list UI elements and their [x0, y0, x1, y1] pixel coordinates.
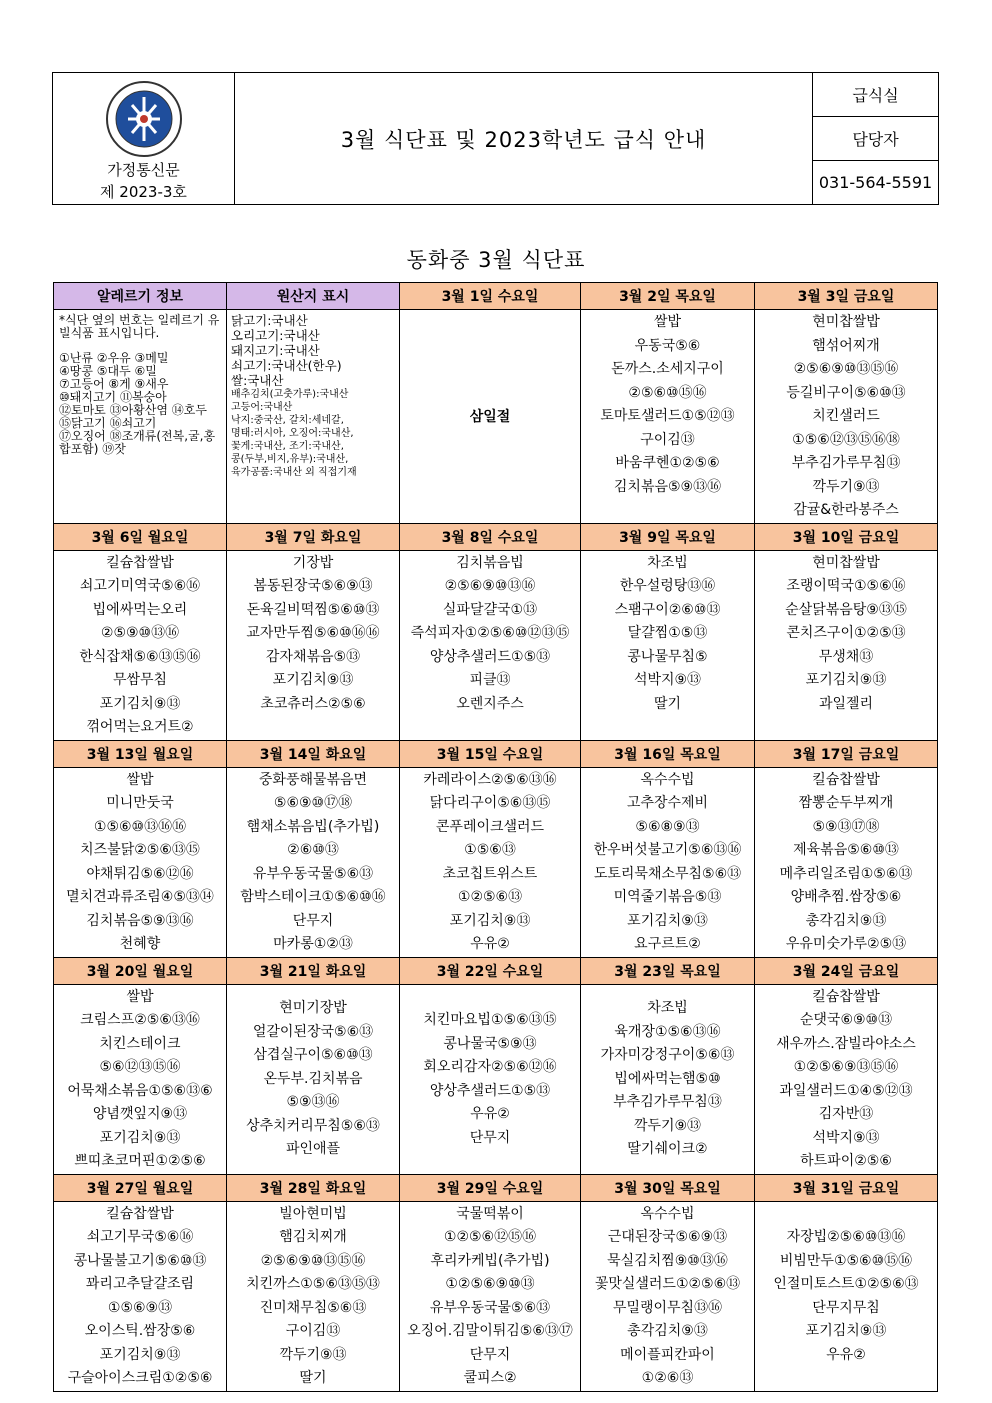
menu-item: 차조빕	[647, 1000, 688, 1017]
menu-item: 무쌈무침	[112, 672, 168, 688]
allergy-item: ⑦고등어 ⑧게 ⑨새우	[59, 377, 169, 391]
publication-name: 가정통신문	[107, 161, 180, 179]
menu-item: 콩나물무침⑤	[627, 648, 708, 665]
department: 급식실	[813, 73, 938, 117]
menu-item: 고추장수제비	[626, 795, 709, 811]
menu-item: 한식잡채⑤⑥⑬⑮⑯	[79, 648, 201, 665]
origin-info-cell	[227, 310, 400, 524]
menu-cell	[581, 550, 755, 740]
menu-item: 한우설렁탕⑬⑯	[619, 578, 716, 594]
menu-item: 어묵채소볶음①⑤⑥⑬⑥	[67, 1082, 213, 1099]
menu-item: 야채튀김⑤⑥⑫⑯	[86, 865, 194, 882]
holiday-cell: 삼일절	[400, 310, 581, 524]
menu-item: 킬슘찹쌀밥	[106, 554, 174, 571]
menu-item: 조랭이떡국①⑤⑥⑯	[786, 578, 906, 594]
menu-item: 우유②	[470, 1106, 510, 1122]
allergy-info-cell	[54, 310, 227, 524]
menu-item: 구슬아이스크림①②⑤⑥	[67, 1370, 213, 1386]
menu-item: 꽈리고추달걀조림	[85, 1276, 195, 1292]
issue-number: 제 2023-3호	[100, 183, 187, 201]
menu-item: 토마토샐러드①⑤⑫⑬	[600, 408, 735, 424]
menu-item: 깍두기⑨⑬	[633, 1117, 702, 1134]
menu-item: 쌀밥	[653, 314, 682, 330]
day-header: 3월 28일 화요일	[227, 1174, 400, 1201]
day-header: 3월 8일 수요일	[400, 523, 581, 550]
menu-cell	[755, 550, 938, 740]
menu-item: 국물떡볶이	[456, 1205, 524, 1222]
menu-cell	[54, 984, 227, 1174]
menu-item: 치킨까스①⑤⑥⑬⑮⑬	[246, 1276, 380, 1292]
menu-item: 미역줄기볶음⑤⑬	[613, 889, 722, 905]
publication-cell	[53, 73, 235, 204]
menu-item: 꺾어먹는요거트②	[86, 719, 194, 735]
menu-item: 중화풍해물볶음면	[258, 771, 368, 788]
menu-item: 킬슘찹쌀밥	[812, 988, 880, 1005]
menu-item: ⑤⑥⑨⑩⑰⑱	[273, 795, 353, 811]
menu-item: 천혜향	[119, 936, 161, 952]
allergy-item: ⑰오징어 ⑱조개류(전복,굴,홍합포함) ⑲잣	[59, 429, 216, 456]
menu-cell	[581, 984, 755, 1174]
menu-item: ①②⑥⑬	[641, 1370, 694, 1386]
menu-item: 인절미토스트①②⑤⑥⑬	[773, 1276, 919, 1292]
menu-item: 포기김치⑨⑬	[99, 1346, 181, 1363]
menu-item: 육개장①⑤⑥⑬⑯	[614, 1023, 721, 1040]
origin-item: 육가공품:국내산 외 직접기재	[231, 467, 357, 478]
day-header: 3월 22일 수요일	[400, 957, 581, 984]
menu-item: 콩나물국⑤⑨⑬	[443, 1035, 537, 1052]
day-header: 3월 9일 목요일	[581, 523, 755, 550]
menu-item: 순댓국⑥⑨⑩⑬	[799, 1012, 893, 1028]
origin-item: 돼지고기:국내산	[231, 343, 320, 358]
menu-item: 마카롱①②⑬	[273, 936, 353, 952]
menu-item: ②⑥⑩⑬	[287, 842, 339, 858]
menu-item: 포기김치⑨⑬	[449, 912, 531, 929]
menu-item: 회오리감자②⑤⑥⑫⑯	[423, 1059, 557, 1075]
menu-row	[54, 550, 938, 740]
menu-item: 포기김치⑨⑬	[627, 912, 708, 929]
menu-item: ②⑤⑥⑨⑩⑬⑮⑯	[793, 361, 899, 377]
menu-item: 옥수수빕	[640, 771, 695, 788]
origin-item: 쌀:국내산	[231, 373, 284, 388]
menu-item: 스팸구이②⑥⑩⑬	[614, 601, 721, 618]
menu-item: 우유②	[470, 936, 510, 952]
menu-item: 초코칩트위스트	[442, 865, 538, 882]
menu-item: 실파달걀국①⑬	[442, 601, 538, 618]
menu-item: 딸기쉐이크②	[627, 1141, 708, 1158]
allergy-item: ①난류 ②우유 ③메밀	[59, 351, 169, 365]
menu-item: 등길비구이⑤⑥⑩⑬	[786, 384, 906, 401]
menu-cell	[54, 550, 227, 740]
menu-row	[54, 310, 938, 524]
menu-item: 석박지⑨⑬	[633, 672, 702, 688]
menu-cell	[227, 1201, 400, 1391]
menu-cell	[400, 767, 581, 957]
menu-item: 딸기	[299, 1370, 327, 1386]
day-header: 3월 6일 월요일	[54, 523, 227, 550]
day-header: 3월 10일 금요일	[755, 523, 938, 550]
menu-item: 피클⑬	[469, 672, 511, 688]
menu-item: 포기김치⑨⑬	[805, 1323, 887, 1339]
menu-item: 메이플피칸파이	[620, 1346, 715, 1363]
menu-item: 석박지⑨⑬	[812, 1129, 880, 1146]
day-header-row	[54, 957, 938, 984]
origin-item: 고등어:국내산	[231, 402, 293, 413]
menu-item: 바움쿠헨①②⑤⑥	[615, 455, 720, 471]
menu-item: 쌀밥	[126, 771, 154, 788]
menu-item: 포기김치⑨⑬	[272, 672, 354, 688]
day-header: 3월 31일 금요일	[755, 1174, 938, 1201]
menu-item: 콩나물불고기⑤⑥⑩⑬	[73, 1252, 207, 1269]
menu-cell	[755, 1201, 938, 1391]
menu-item: 돈까스.소세지구이	[611, 361, 724, 377]
menu-item: 현미찹쌀밥	[812, 314, 880, 330]
menu-item: 양배추찜.쌈장⑤⑥	[790, 889, 902, 905]
menu-item: 차조빕	[647, 554, 688, 571]
menu-item: ①⑤⑥⑨⑬	[107, 1299, 173, 1316]
menu-item: 쇠고기미역국⑤⑥⑯	[79, 578, 201, 594]
menu-cell	[227, 767, 400, 957]
menu-item: 빌아현미빕	[279, 1205, 347, 1222]
menu-item: ①②⑤⑥⑬	[457, 889, 523, 905]
menu-item: 짬뽕순두부찌개	[798, 795, 894, 811]
menu-item: 오징어.김말이튀김⑤⑥⑬⑰	[407, 1323, 573, 1339]
menu-item: 유부우동국물⑤⑥⑬	[252, 865, 374, 882]
menu-item: 카레라이스②⑤⑥⑬⑯	[423, 771, 557, 788]
day-header-row	[54, 523, 938, 550]
menu-cell	[581, 310, 755, 524]
menu-item: 즉석피자①②⑤⑥⑩⑫⑬⑮	[410, 625, 570, 641]
day-header: 3월 14일 화요일	[227, 740, 400, 767]
day-header: 3월 23일 목요일	[581, 957, 755, 984]
header	[52, 72, 939, 205]
menu-item: 양념깻잎지⑨⑬	[92, 1106, 188, 1122]
day-header: 3월 20일 월요일	[54, 957, 227, 984]
menu-cell	[581, 767, 755, 957]
manager-label: 담당자	[813, 117, 938, 161]
origin-item: 명태:러시아, 오징어:국내산,	[231, 428, 354, 439]
menu-item: 우동국⑤⑥	[634, 337, 701, 354]
menu-item: 크림스프②⑤⑥⑬⑯	[80, 1012, 200, 1028]
menu-item: 옥수수빕	[640, 1205, 695, 1222]
origin-item: 닭고기:국내산	[231, 313, 308, 328]
notice-title: 3월 식단표 및 2023학년도 급식 안내	[235, 73, 813, 204]
menu-row	[54, 767, 938, 957]
menu-item: 오이스틱.쌈장⑤⑥	[84, 1323, 196, 1339]
menu-item: 치킨스테이크	[99, 1035, 181, 1052]
day-header: 3월 29일 수요일	[400, 1174, 581, 1201]
allergy-item: ⑩돼지고기 ⑪복숭아	[59, 390, 167, 404]
contact-cell	[813, 73, 938, 204]
menu-item: 콘치즈구이①②⑤⑬	[786, 625, 906, 641]
menu-item: 햄김치찌개	[279, 1229, 347, 1245]
menu-item: 돈육길비떡찜⑤⑥⑩⑬	[246, 601, 380, 618]
menu-item: ②⑤⑥⑨⑩⑬⑯	[444, 578, 536, 594]
origin-item: 낙지:중국산, 갈치:세네갈,	[231, 415, 344, 426]
menu-item: 하트파이②⑤⑥	[800, 1153, 892, 1169]
menu-item: 상추치커리무침⑤⑥⑬	[246, 1117, 380, 1134]
day-header-row	[54, 1174, 938, 1201]
menu-item: 메추리일조림①⑤⑥⑬	[779, 865, 913, 882]
menu-cell	[755, 767, 938, 957]
menu-row	[54, 1201, 938, 1391]
menu-item: 삼겹실구이⑤⑥⑩⑬	[253, 1047, 373, 1064]
menu-cell	[400, 984, 581, 1174]
menu-cell	[54, 1201, 227, 1391]
menu-item: 김치볶음빕	[456, 554, 524, 571]
menu-item: ①⑤⑥⑩⑬⑯⑯	[93, 818, 187, 835]
menu-item: ①②⑤⑥⑨⑬⑮⑯	[793, 1059, 899, 1075]
origin-item: 쇠고기:국내산(한우)	[231, 358, 342, 373]
menu-item: 한우버섯불고기⑤⑥⑬⑯	[593, 842, 742, 858]
menu-item: 초코츄러스②⑤⑥	[260, 695, 366, 712]
menu-item: 햄섞어찌개	[812, 337, 880, 354]
menu-item: 감자채볶음⑤⑬	[265, 648, 361, 665]
origin-item: 콩(두부,비지,유부):국내산,	[231, 454, 349, 465]
menu-item: 기장밥	[292, 554, 334, 571]
day-header: 3월 24일 금요일	[755, 957, 938, 984]
menu-item: 단무지	[469, 1129, 511, 1146]
menu-item: ⑤⑥⑧⑨⑬	[635, 818, 700, 835]
menu-item: 치킨마요빕①⑤⑥⑬⑮	[423, 1012, 557, 1028]
menu-item: 단무지	[292, 912, 334, 929]
day-header-row	[54, 740, 938, 767]
menu-item: ①⑤⑥⑬	[464, 842, 516, 858]
menu-item: 감귤&한라봉주스	[793, 502, 899, 518]
menu-item: 부추김가루무침⑬	[791, 455, 901, 471]
menu-item: 김치볶음⑤⑨⑬⑯	[86, 912, 194, 929]
menu-item: 햄채소볶음빕(추가빕)	[246, 818, 380, 835]
menu-item: 도토리묵채소무침⑤⑥⑬	[593, 865, 742, 882]
menu-item: 치즈불닭②⑤⑥⑬⑮	[80, 842, 200, 858]
menu-item: 김자반⑬	[818, 1106, 874, 1122]
menu-item: ⑤⑥⑫⑬⑮⑯	[99, 1059, 181, 1075]
menu-item: 무밀랭이무침⑬⑯	[612, 1299, 723, 1316]
menu-item: 얼갈이된장국⑤⑥⑬	[252, 1023, 374, 1040]
school-logo	[104, 79, 184, 159]
menu-item: 깍두기⑨⑬	[812, 478, 880, 495]
menu-item: 쇠고기무국⑤⑥⑯	[86, 1229, 194, 1245]
menu-item: ①②⑤⑥⑫⑮⑯	[443, 1229, 537, 1245]
menu-item: 멸치견과류조림④⑤⑬⑭	[66, 889, 214, 905]
menu-item: 양상추샐러드①⑤⑬	[429, 1082, 551, 1099]
menu-item: 포기김치⑨⑬	[805, 672, 887, 688]
day-header: 3월 13일 월요일	[54, 740, 227, 767]
menu-item: 우유미숫가루②⑤⑬	[785, 936, 907, 952]
origin-item: 배추김치(고춧가루):국내산	[231, 389, 349, 400]
allergy-item: ④땅콩 ⑤대두 ⑥밀	[59, 364, 157, 378]
menu-item: ①⑤⑥⑫⑬⑮⑯⑱	[792, 431, 900, 448]
origin-item: 오리고기:국내산	[231, 328, 320, 343]
menu-item: 현미기장밥	[279, 1000, 347, 1017]
menu-item: 함박스테이크①⑤⑥⑩⑯	[240, 889, 386, 905]
menu-item: 제육볶음⑤⑥⑩⑬	[793, 842, 899, 858]
menu-item: 유부우동국물⑤⑥⑬	[429, 1299, 551, 1316]
menu-item: 총각김치⑨⑬	[627, 1323, 708, 1339]
menu-item: 쌀밥	[126, 988, 154, 1005]
menu-item: 요구르트②	[634, 936, 701, 952]
menu-item: 김치볶음⑤⑨⑬⑯	[613, 478, 722, 495]
menu-cell	[227, 550, 400, 740]
menu-item: 과일젤리	[818, 695, 874, 712]
menu-item: ②⑤⑥⑩⑮⑯	[628, 384, 707, 401]
menu-item: 구이김⑬	[285, 1323, 341, 1339]
menu-item: 깍두기⑨⑬	[279, 1346, 347, 1363]
day-header: 3월 21일 화요일	[227, 957, 400, 984]
menu-item: 구이김⑬	[640, 431, 695, 448]
menu-item: 후리카케빕(추가빕)	[430, 1252, 550, 1269]
menu-item: ⑤⑨⑬⑰⑱	[812, 818, 880, 835]
menu-item: 양상추샐러드①⑤⑬	[429, 648, 551, 665]
menu-item: 새우까스.잠빌라야소스	[776, 1035, 916, 1052]
menu-item: 봄동된장국⑤⑥⑨⑬	[253, 578, 373, 594]
menu-item: 진미채무침⑤⑥⑬	[259, 1299, 367, 1316]
menu-item: 무생채⑬	[818, 648, 874, 665]
menu-item: ②⑤⑨⑩⑬⑯	[100, 625, 180, 641]
menu-item: 온두부.김치볶음	[263, 1070, 363, 1087]
menu-row	[54, 984, 938, 1174]
menu-item: 포기김치⑨⑬	[99, 695, 181, 712]
allergy-note: *식단 옆의 번호는 일레르기 유빌식품 표시입니다.	[59, 313, 220, 340]
phone-number: 031-564-5591	[818, 173, 933, 192]
menu-cell	[227, 984, 400, 1174]
menu-item: ①②⑤⑥⑨⑩⑬	[445, 1276, 535, 1292]
day-header: 3월 3일 금요일	[755, 283, 938, 310]
menu-item: 묵실김치찜⑨⑩⑬⑯	[607, 1252, 728, 1269]
menu-item: 치킨샐러드	[812, 408, 880, 424]
page-title: 동화중 3월 식단표	[406, 248, 586, 272]
menu-item: 닭다리구이⑤⑥⑬⑮	[429, 795, 551, 811]
menu-item: 단무지무침	[812, 1299, 880, 1316]
menu-item: 포기김치⑨⑬	[99, 1129, 181, 1146]
menu-cell	[54, 767, 227, 957]
menu-item: 달걀찜①⑤⑬	[627, 625, 708, 641]
menu-cell	[755, 310, 938, 524]
menu-item: 미니만둣국	[106, 795, 174, 811]
menu-cell	[400, 550, 581, 740]
menu-item: 우유②	[826, 1346, 866, 1363]
menu-cell	[755, 984, 938, 1174]
menu-item: 킬슘찹쌀밥	[106, 1205, 174, 1222]
day-header: 3월 1일 수요일	[400, 283, 581, 310]
day-header: 3월 2일 목요일	[581, 283, 755, 310]
menu-item: ②⑤⑥⑨⑩⑬⑮⑯	[260, 1252, 366, 1269]
menu-item: 자장빕②⑤⑥⑩⑬⑯	[786, 1229, 906, 1245]
menu-item: 부추김가루무침⑬	[613, 1094, 722, 1111]
menu-item: 교자만두찜⑤⑥⑩⑯⑯	[246, 625, 380, 641]
menu-item: 총각김치⑨⑬	[805, 912, 887, 929]
menu-item: 과일샐러드①④⑤⑫⑬	[779, 1082, 913, 1099]
menu-item: ⑤⑨⑬⑯	[286, 1094, 340, 1111]
day-header: 3월 16일 목요일	[581, 740, 755, 767]
allergy-item: ⑫토마토 ⑬아황산염 ⑭호두 ⑮닭고기 ⑯쇠고기	[59, 403, 207, 430]
menu-item: 빕에싸먹는오리	[92, 601, 188, 618]
menu-item: 콘푸레이크샐러드	[435, 818, 545, 835]
menu-item: 쁘띠초코머핀①②⑤⑥	[74, 1153, 206, 1169]
origin-item: 꽃게:국내산, 조기:국내산,	[231, 441, 344, 452]
menu-item: 빕에싸먹는햄⑤⑩	[614, 1070, 721, 1087]
menu-table	[53, 282, 938, 1392]
day-header: 3월 27일 월요일	[54, 1174, 227, 1201]
menu-item: 오렌지주스	[456, 695, 524, 712]
menu-item: 순살닭볶음탕⑨⑬⑮	[785, 601, 907, 618]
menu-item: 비빔만두①⑤⑥⑩⑮⑯	[779, 1252, 913, 1269]
day-header-row	[54, 283, 938, 310]
menu-item: 근대된장국⑤⑥⑨⑬	[607, 1229, 728, 1245]
day-header: 3월 30일 목요일	[581, 1174, 755, 1201]
day-header: 3월 7일 화요일	[227, 523, 400, 550]
menu-cell	[581, 1201, 755, 1391]
day-header: 3월 17일 금요일	[755, 740, 938, 767]
menu-item: 가자미강정구이⑤⑥⑬	[600, 1047, 735, 1064]
menu-item: 현미찹쌀밥	[812, 554, 880, 571]
menu-cell	[400, 1201, 581, 1391]
origin-header: 원산지 표시	[227, 283, 400, 310]
menu-item: 딸기	[653, 695, 682, 712]
menu-item: 단무지	[469, 1346, 511, 1363]
menu-item: 파인애플	[285, 1141, 341, 1158]
menu-item: 꽃맛실샐러드①②⑤⑥⑬	[594, 1276, 741, 1292]
menu-item: 쿨피스②	[463, 1370, 517, 1386]
day-header: 3월 15일 수요일	[400, 740, 581, 767]
allergy-header: 알레르기 정보	[54, 283, 227, 310]
menu-item: 킬슘찹쌀밥	[812, 771, 880, 788]
